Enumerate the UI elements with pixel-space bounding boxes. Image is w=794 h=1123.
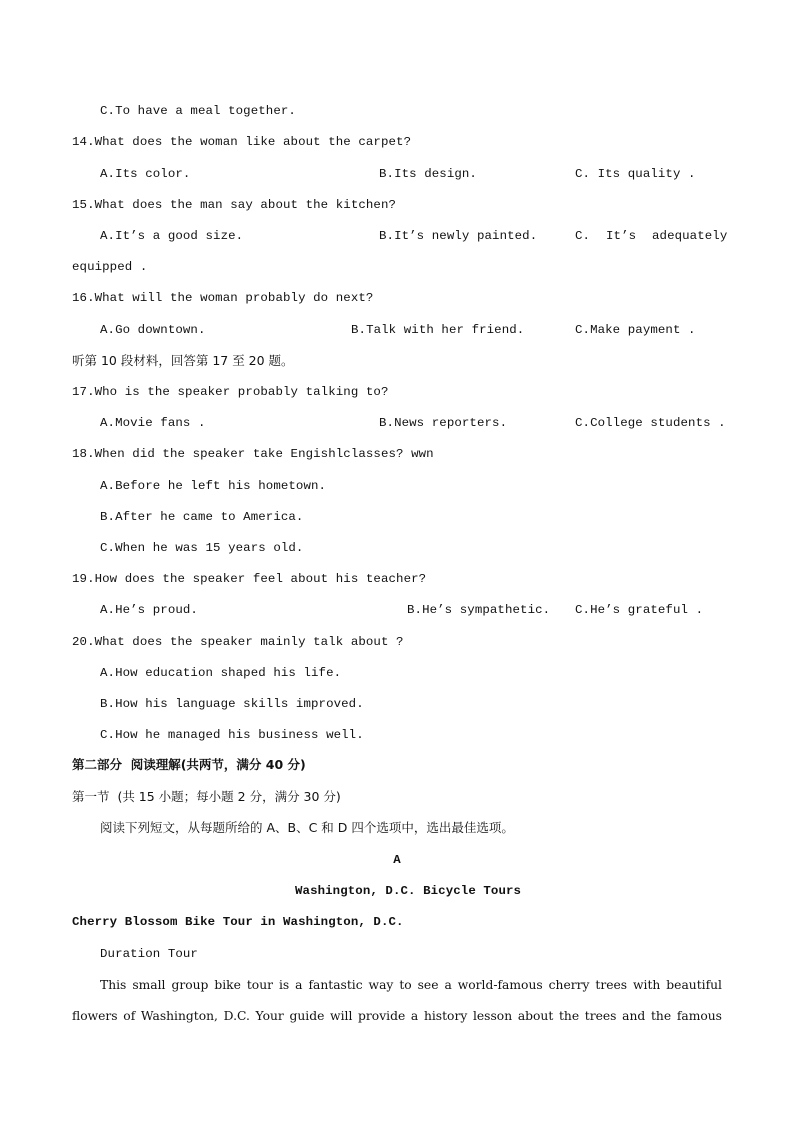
option-15c-continued: equipped . [72,260,148,274]
question-16: 16.What will the woman probably do next? [72,291,374,305]
option-14b: B.Its design. [379,167,477,181]
option-20b: B.How his language skills improved. [100,697,364,711]
option-14a: A.Its color. [100,167,191,181]
option-19c: C.He’s grateful . [575,603,704,617]
question-18: 18.When did the speaker take Engishlclasses? wwn [72,447,434,461]
option-15b: B.It’s newly painted. [379,229,538,243]
option-17c: C.College students . [575,416,726,430]
paragraph-line-2: flowers of Washington, D.C. Your guide will provide a history lesson about the trees and the famous [72,1009,722,1023]
option-19b: B.He’s sympathetic. [407,603,551,617]
option-15c-word2: adequately [652,229,728,243]
option-18a: A.Before he left his hometown. [100,479,327,493]
option-14c: C. Its quality . [575,167,696,181]
question-17: 17.Who is the speaker probably talking to? [72,385,389,399]
option-13c: C.To have a meal together. [100,104,296,118]
option-16c: C.Make payment . [575,323,696,337]
listening-instruction: 听第 10 段材料，回答第 17 至 20 题。 [72,353,294,368]
option-15c-word1: It’s [606,229,637,243]
option-15c-label: C. [575,229,591,243]
question-20: 20.What does the speaker mainly talk about ? [72,635,404,649]
option-16b: B.Talk with her friend. [351,323,525,337]
question-14: 14.What does the woman like about the carpet? [72,135,412,149]
option-20a: A.How education shaped his life. [100,666,342,680]
duration-label: Duration Tour [100,947,198,961]
part2-heading: 第二部分 阅读理解(共两节，满分 40 分) [72,757,306,772]
question-15: 15.What does the man say about the kitchen? [72,198,397,212]
passage-label: A [393,853,401,867]
section1-heading: 第一节 (共 15 小题；每小题 2 分，满分 30 分) [72,789,341,804]
question-19: 19.How does the speaker feel about his teacher? [72,572,427,586]
option-20c: C.How he managed his business well. [100,728,364,742]
passage-title: Washington, D.C. Bicycle Tours [295,884,522,898]
option-18b: B.After he came to America. [100,510,304,524]
passage-subtitle: Cherry Blossom Bike Tour in Washington, D.C. [72,915,404,929]
option-17a: A.Movie fans . [100,416,206,430]
reading-instruction: 阅读下列短文，从每题所给的 A、B、C 和 D 四个选项中，选出最佳选项。 [100,820,514,835]
option-16a: A.Go downtown. [100,323,206,337]
option-17b: B.News reporters. [379,416,508,430]
option-18c: C.When he was 15 years old. [100,541,304,555]
paragraph-line-1: This small group bike tour is a fantastic way to see a world-famous cherry trees with beautiful [100,978,722,992]
option-19a: A.He’s proud. [100,603,198,617]
option-15a: A.It’s a good size. [100,229,244,243]
